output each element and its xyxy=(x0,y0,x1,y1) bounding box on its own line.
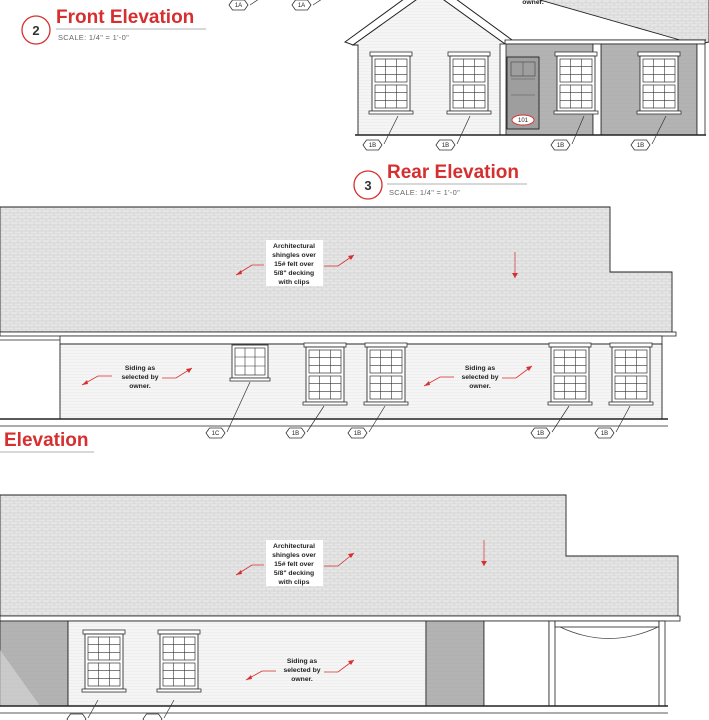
tag-1a-text: 1A xyxy=(297,3,306,9)
rear-title: Rear Elevation xyxy=(387,162,519,183)
rear-scale: SCALE: 1/4" = 1'-0" xyxy=(389,188,461,197)
side-elevation-title-block xyxy=(0,430,94,452)
rear-siding-note-line: owner. xyxy=(469,383,491,390)
rear-siding-note-line: Siding as xyxy=(124,365,156,372)
rear-roof-note-line: 5/8" decking xyxy=(273,270,315,277)
rear-roof-note-line: 15# felt over xyxy=(274,261,314,268)
rear-siding-note-line: owner. xyxy=(129,383,151,390)
tag-1b-text: 1B xyxy=(636,143,645,149)
side-roof-note-line: 5/8" decking xyxy=(273,570,315,577)
rear-elevation-title-block xyxy=(354,162,527,199)
tag-1b-text: 1B xyxy=(353,431,362,437)
tag-1a-right xyxy=(292,0,311,10)
rear-number: 3 xyxy=(364,178,372,193)
side-roof-note-line: Architectural xyxy=(273,543,315,550)
side-siding-note-line: selected by xyxy=(283,667,321,674)
top-tags xyxy=(229,0,325,10)
tag-1b-text: 1B xyxy=(291,431,300,437)
front-elevation-drawing xyxy=(345,0,709,150)
tag-1b-text: 1B xyxy=(556,143,565,149)
rear-roof-note-line: with clips xyxy=(278,279,310,286)
rear-roof-note-line: shingles over xyxy=(272,252,316,259)
side-elevation-drawing xyxy=(0,495,680,720)
rear-siding-note-line: selected by xyxy=(121,374,159,381)
rear-roof-note-line: Architectural xyxy=(273,243,315,250)
side-roof-note-line: with clips xyxy=(278,579,310,586)
tag-1b-text: 1B xyxy=(536,431,545,437)
side-siding-note-line: owner. xyxy=(291,676,313,683)
side-siding-note-line: Siding as xyxy=(286,658,318,665)
tag-1a-text: 1A xyxy=(234,3,243,9)
side-roof-note-line: 15# felt over xyxy=(274,561,314,568)
tag-1b-text: 1B xyxy=(368,143,377,149)
front-elevation-title-block xyxy=(22,7,206,44)
side-roof-note-line: shingles over xyxy=(272,552,316,559)
front-scale: SCALE: 1/4" = 1'-0" xyxy=(58,33,130,42)
side-title: Elevation xyxy=(4,430,89,451)
top-note-fragment: owner. xyxy=(522,0,544,6)
rear-elevation-drawing xyxy=(0,207,676,438)
tag-1b-text: 1B xyxy=(600,431,609,437)
tag-1b-text: 1B xyxy=(441,143,450,149)
front-title: Front Elevation xyxy=(56,7,195,28)
front-number: 2 xyxy=(32,23,40,38)
rear-siding-note-line: selected by xyxy=(461,374,499,381)
tag-1c-text: 1C xyxy=(211,431,220,437)
rear-siding-note-line: Siding as xyxy=(464,365,496,372)
door-tag: 101 xyxy=(517,118,529,124)
tag-1a-left xyxy=(229,0,248,10)
